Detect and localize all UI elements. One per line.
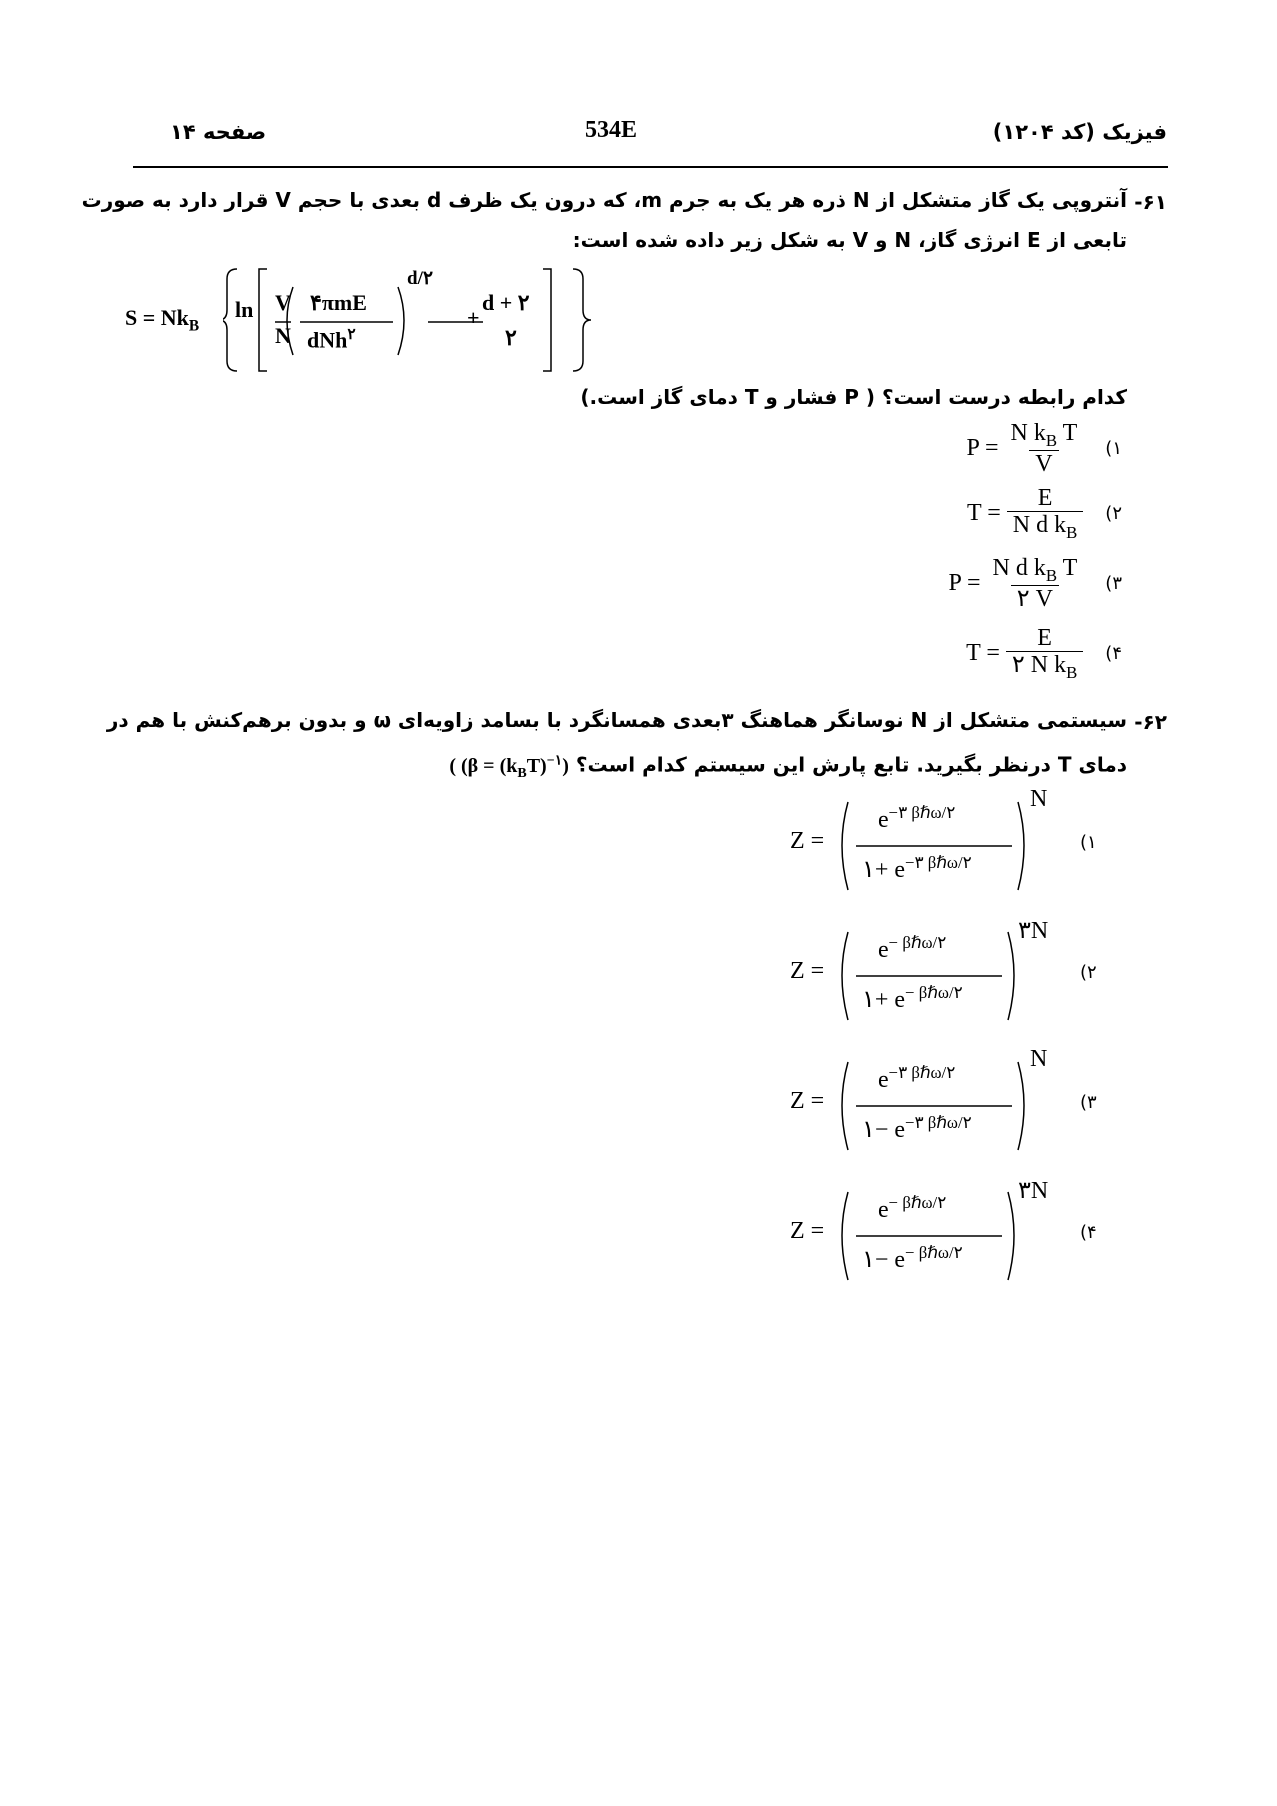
- frac-num: d + ۲: [482, 290, 530, 315]
- q61-option-4[interactable]: T = $\frac{E}{۲ N k_B}$ (۴: [966, 625, 1122, 683]
- q62-option-3[interactable]: Z = $e^{-۳ \beta\hbar\omega/۲}$ ۱− $e^{-۳ \beta\hbar\omega/۲}$ N (۳: [790, 1050, 1110, 1160]
- q62-option-4[interactable]: Z = $e^{- \beta\hbar\omega/۲}$ ۱− $e^{- \beta\hbar\omega/۲}$ ۳N (۴: [790, 1180, 1110, 1290]
- q62-line2: دمای T درنظر بگیرید. تابع پارش این سیستم کدام است؟ ( $(\beta = (k_BT)^{-۱})$: [449, 752, 1127, 781]
- q61-line1: آنتروپی یک گاز متشکل از N ذره هر یک به جرم m، که درون یک ظرف d بعدی با حجم V قرار دارد به صورت: [81, 188, 1127, 212]
- q62-number: ۶۲-: [1134, 710, 1167, 734]
- exam-code: 534E: [585, 117, 638, 143]
- subject-title: فیزیک (کد ۱۲۰۴): [992, 120, 1167, 144]
- q61-line2: تابعی از E انرژی گاز، N و V به شکل زیر داده شده است:: [572, 228, 1127, 252]
- q62-option-2[interactable]: Z = $e^{- \beta\hbar\omega/۲}$ ۱+ $e^{- \beta\hbar\omega/۲}$ ۳N (۲: [790, 920, 1110, 1030]
- q61-option-1[interactable]: P = $\frac{N k_B T}{V}$ (۱: [966, 420, 1122, 478]
- page-number: صفحه ۱۴: [170, 120, 267, 144]
- q61-option-3[interactable]: P = $\frac{N d k_B T}{۲ V}$ (۳: [948, 555, 1122, 613]
- n-letter: N: [275, 323, 291, 348]
- outer-exp: d/۲: [407, 268, 434, 289]
- header-rule: [133, 166, 1168, 168]
- inner-den: dNh: [307, 327, 348, 353]
- q61-question: کدام رابطه درست است؟ ( P فشار و T دمای گاز است.): [580, 385, 1127, 409]
- beta-definition: ( $(\beta = (k_BT)^{-۱})$: [449, 753, 569, 781]
- q61-entropy-formula: $S = Nk_B$ ln V N ۴πmE dNh$^۲$ d/۲ + d + ۲ ۲: [125, 265, 565, 375]
- inner-num: ۴πmE: [310, 290, 367, 315]
- q61-number: ۶۱-: [1134, 190, 1167, 214]
- plus-sign: +: [467, 305, 480, 330]
- q61-option-2[interactable]: T = $\frac{E}{N d k_B}$ (۲: [966, 485, 1122, 543]
- q62-line1: سیستمی متشکل از N نوسانگر هماهنگ ۳بعدی همسانگرد با بسامد زاویه‌ای ω و بدون برهم‌کنش با هم در: [106, 708, 1127, 732]
- frac-den: ۲: [505, 325, 517, 350]
- q62-option-1[interactable]: Z = $e^{-۳ \beta\hbar\omega/۲}$ ۱+ $e^{-۳ \beta\hbar\omega/۲}$ N (۱: [790, 790, 1110, 900]
- v-letter: V: [275, 290, 291, 315]
- ln-label: ln: [235, 297, 254, 322]
